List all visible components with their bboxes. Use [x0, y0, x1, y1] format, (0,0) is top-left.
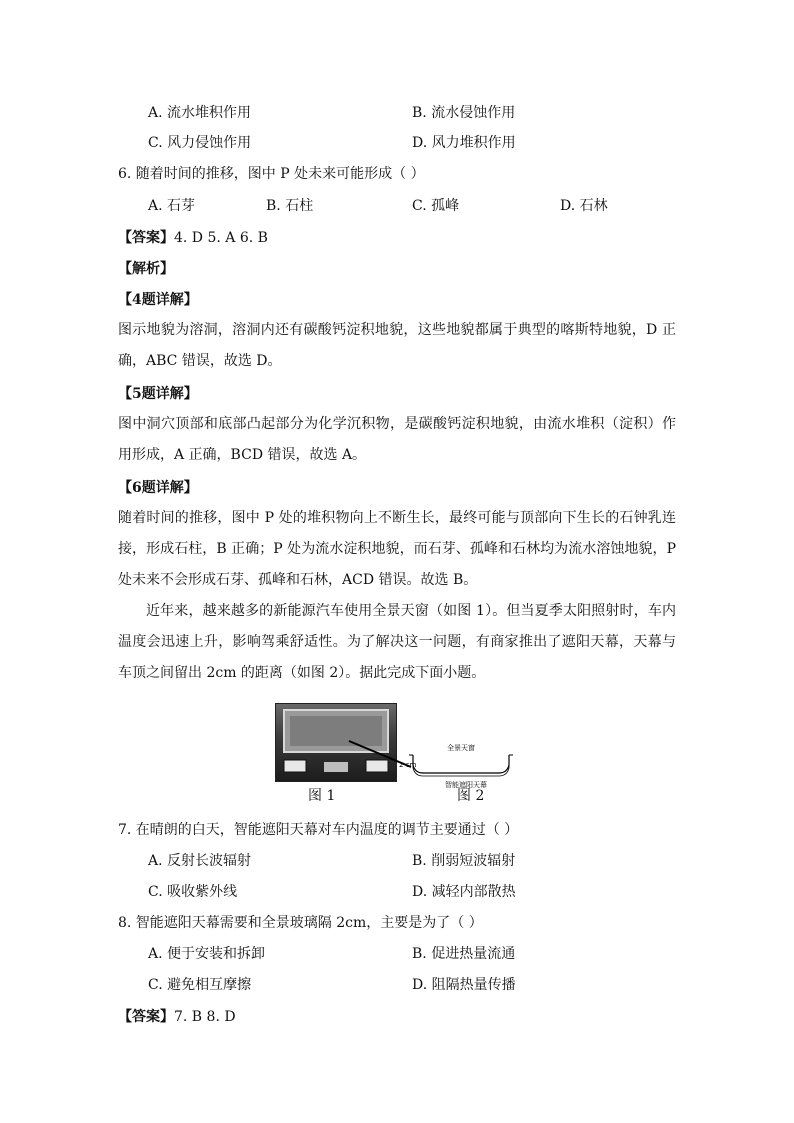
q7-stem: 7. 在晴朗的白天，智能遮阳天幕对车内温度的调节主要通过（ ） [118, 822, 519, 838]
label-smart-shade: 智能遮阳天幕 [445, 781, 487, 789]
q6-option-c: C. 孤峰 [412, 198, 460, 214]
q8-option-d: D. 阻隔热量传播 [412, 977, 516, 993]
answer-line-2 [118, 1007, 236, 1027]
answer-values: 4. D 5. A 6. B [174, 230, 268, 246]
label-gap: 2 cm [399, 761, 417, 769]
q5-option-c: C. 风力侵蚀作用 [148, 135, 252, 151]
q6-detail-title: 【6题详解】 [118, 480, 198, 496]
sunroof-glass-outline [413, 755, 509, 773]
q4-detail-text: 图示地貌为溶洞，溶洞内还有碳酸钙淀积地貌，这些地貌都属于典型的喀斯特地貌，D 正确，ABC 错误，故选 D。 [118, 322, 676, 369]
q6-detail-text: 随着时间的推移，图中 P 处的堆积物向上不断生长，最终可能与顶部向下生长的石钟乳连接，形成石柱，B 正确；P 处为流水淀积地貌，而石芽、孤峰和石林均为流水溶蚀地貌，P 处未来不会形成石芽、孤峰和石林，ACD 错误。故选 B。 [118, 510, 676, 588]
answer-label-2: 【答案】 [118, 1009, 174, 1025]
q8-option-a: A. 便于安装和拆卸 [148, 946, 266, 962]
q7-option-b: B. 削弱短波辐射 [412, 853, 516, 869]
q5-option-a: A. 流水堆积作用 [148, 105, 252, 121]
q5-option-b: B. 流水侵蚀作用 [412, 105, 516, 121]
answer-line-1 [118, 228, 268, 248]
q8-option-c: C. 避免相互摩擦 [148, 977, 252, 993]
q8-option-b: B. 促进热量流通 [412, 946, 516, 962]
q7-option-a: A. 反射长波辐射 [148, 853, 252, 869]
figure-sunroof [275, 703, 525, 803]
analysis-label: 【解析】 [118, 261, 174, 277]
label-panoramic-sunroof: 全景天窗 [447, 744, 475, 752]
figure-2-caption: 图 2 [457, 788, 485, 804]
q7-option-c: C. 吸收紫外线 [148, 884, 238, 900]
q6-option-d: D. 石林 [560, 198, 608, 214]
q7-option-d: D. 减轻内部散热 [412, 884, 516, 900]
q8-stem: 8. 智能遮阳天幕需要和全景玻璃隔 2cm，主要是为了（ ） [118, 915, 483, 931]
figure-1-caption: 图 1 [308, 788, 336, 804]
answer-label: 【答案】 [118, 230, 174, 246]
intro-paragraph: 近年来，越来越多的新能源汽车使用全景天窗（如图 1）。但当夏季太阳照射时，车内温度会迅速上升，影响驾乘舒适性。为了解决这一问题，有商家推出了遮阳天幕，天幕与车顶之间留出 2cm 的距离（如图 2）。据此完成下面小题。 [118, 603, 676, 681]
q6-option-a: A. 石芽 [148, 198, 196, 214]
q4-detail-title: 【4题详解】 [118, 292, 198, 308]
q6-stem: 6. 随着时间的推移，图中 P 处未来可能形成（ ） [118, 166, 425, 182]
q5-detail-title: 【5题详解】 [118, 386, 198, 402]
answer-values-2: 7. B 8. D [174, 1009, 236, 1025]
q5-option-d: D. 风力堆积作用 [412, 135, 516, 151]
q5-detail-text: 图中洞穴顶部和底部凸起部分为化学沉积物，是碳酸钙淀积地貌，由流水堆积（淀积）作用形成，A 正确，BCD 错误，故选 A。 [118, 416, 676, 463]
q6-option-b: B. 石柱 [266, 198, 314, 214]
